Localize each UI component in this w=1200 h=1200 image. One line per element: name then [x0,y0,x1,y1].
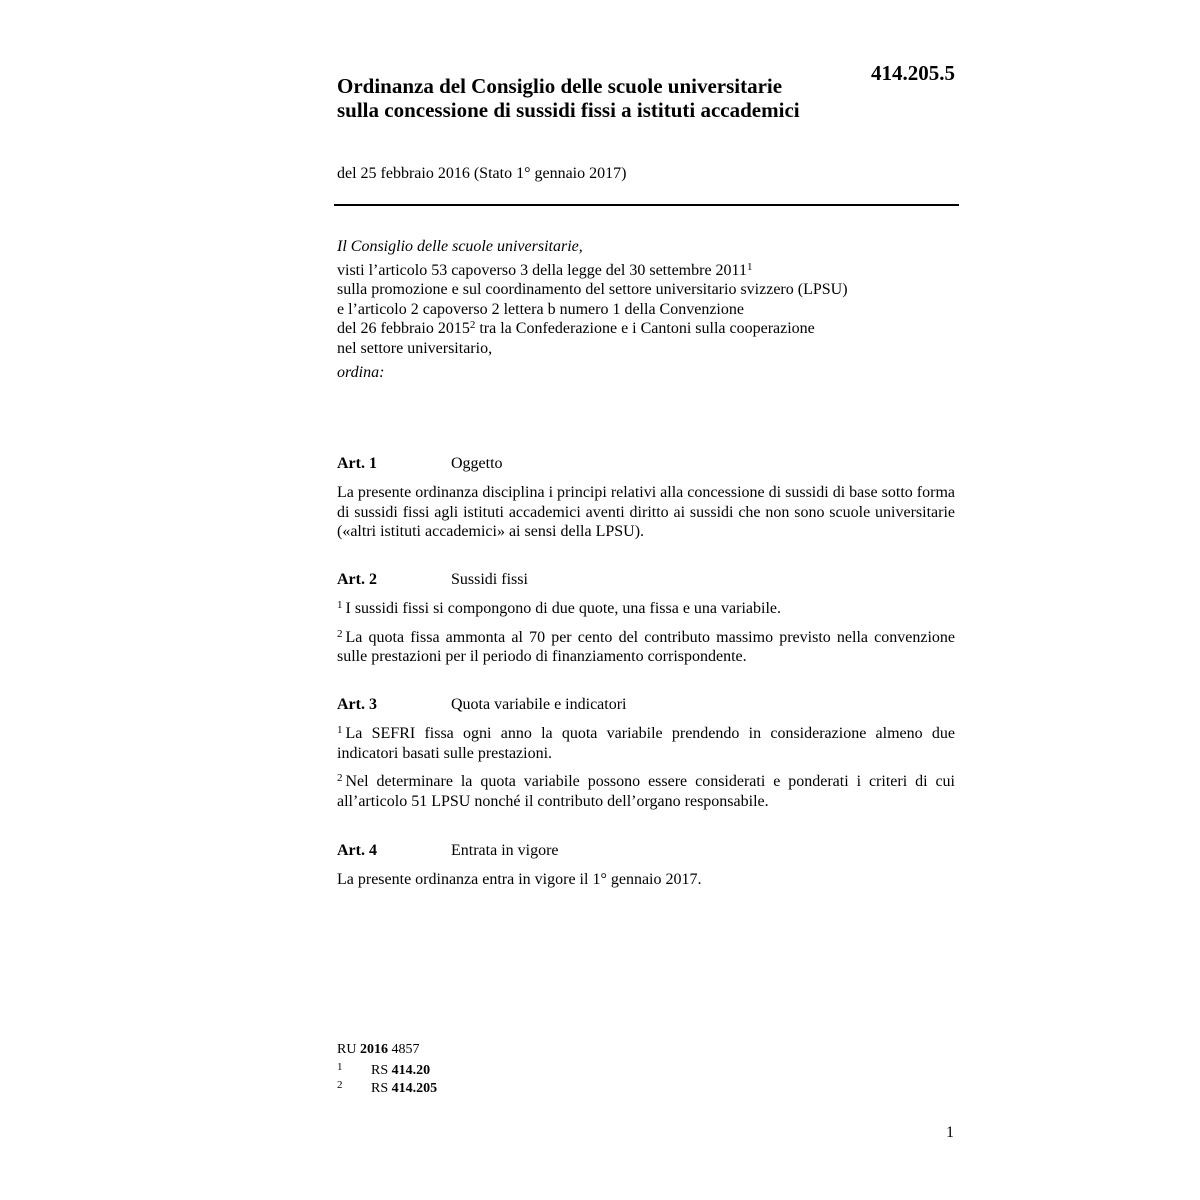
paragraph-number: 2 [337,772,343,785]
article-number: Art. 3 [337,696,377,713]
preamble-line-text: nel settore universitario, [337,339,493,357]
paragraph-text: Nel determinare la quota variabile possono essere considerati e ponderati i criteri di cui all’articolo 51 LPSU nonché il contributo dell’organo responsabile. [337,773,955,810]
article-paragraph [337,628,955,667]
preamble-council: Il Consiglio delle scuole universitarie, [337,238,583,255]
footnote-prefix: RS [371,1063,389,1078]
article-paragraph [337,599,955,619]
document-title-line-2: sulla concessione di sussidi fissi a istituti accademici [337,98,800,122]
footnote-ref[interactable]: 2 [469,319,476,332]
document-title-line-1: Ordinanza del Consiglio delle scuole universitarie [337,74,783,98]
footnote-ref-number[interactable]: 414.205 [391,1081,438,1096]
paragraph-text: La presente ordinanza disciplina i principi relativi alla concessione di sussidi di base sotto forma di sussidi fissi agli istituti accademici aventi diritto ai sussidi che non sono scuole universitarie («altri istituti accademici» ai sensi della LPSU). [337,484,955,541]
article-number: Art. 4 [337,842,377,859]
paragraph-text: La presente ordinanza entra in vigore il 1° gennaio 2017. [337,871,702,888]
article-title: Entrata in vigore [451,842,559,859]
ru-prefix: RU [337,1042,357,1057]
article-number: Art. 2 [337,571,377,588]
article-paragraph [337,724,955,763]
article-title: Sussidi fissi [451,571,528,588]
paragraph-number: 1 [337,599,343,611]
article-3 [337,695,955,820]
article-title: Quota variabile e indicatori [451,696,627,713]
page-number: 1 [946,1124,954,1141]
preamble-line [337,261,957,281]
paragraph-number: 2 [337,627,343,640]
preamble-line-after: tra la Confederazione e i Cantoni sulla cooperazione [475,320,815,338]
preamble-line [337,300,957,320]
ru-page: 4857 [391,1042,420,1057]
official-compilation-ref [337,1042,419,1058]
footnote-ref-number[interactable]: 414.20 [391,1063,431,1078]
title-divider [334,204,959,206]
preamble-line-text: visti l’articolo 53 capoverso 3 della legge del 30 settembre 2011 [337,261,747,279]
article-heading [337,695,955,715]
article-heading [337,841,955,861]
sr-number: 414.205.5 [871,61,955,85]
footnote [337,1079,437,1097]
footnote [337,1061,430,1079]
article-paragraph [337,772,955,811]
document-title [337,74,877,122]
paragraph-text: La SEFRI fissa ogni anno la quota variabile prendendo in considerazione almeno due indicatori basati sulle prestazioni. [337,725,955,762]
preamble [337,237,957,382]
article-1 [337,454,955,551]
article-heading [337,454,955,474]
preamble-line-text: del 26 febbraio 2015 [337,320,470,338]
preamble-ordina: ordina: [337,363,385,381]
footnote-prefix: RS [371,1081,389,1096]
article-2 [337,570,955,676]
article-number: Art. 1 [337,455,377,472]
preamble-line [337,280,957,300]
preamble-line [337,339,957,359]
article-paragraph [337,483,955,542]
footnote-number: 2 [337,1079,343,1091]
preamble-line-text: sulla promozione e sul coordinamento del settore universitario svizzero (LPSU) [337,281,848,299]
article-4 [337,841,955,899]
footnote-number: 1 [337,1061,343,1073]
preamble-line-text: e l’articolo 2 capoverso 2 lettera b numero 1 della Convenzione [337,300,744,318]
article-title: Oggetto [451,455,503,472]
footnote-ref[interactable]: 1 [746,260,753,273]
ru-year: 2016 [359,1042,388,1057]
article-heading [337,570,955,590]
preamble-line [337,319,957,339]
document-date: del 25 febbraio 2016 (Stato 1° gennaio 2017) [337,165,627,182]
article-paragraph [337,870,955,890]
paragraph-number: 1 [337,724,343,736]
paragraph-text: La quota fissa ammonta al 70 per cento del contributo massimo previsto nella convenzione sulle prestazioni per il periodo di finanziamento corrispondente. [337,628,955,666]
paragraph-text: I sussidi fissi si compongono di due quote, una fissa e una variabile. [345,600,781,617]
